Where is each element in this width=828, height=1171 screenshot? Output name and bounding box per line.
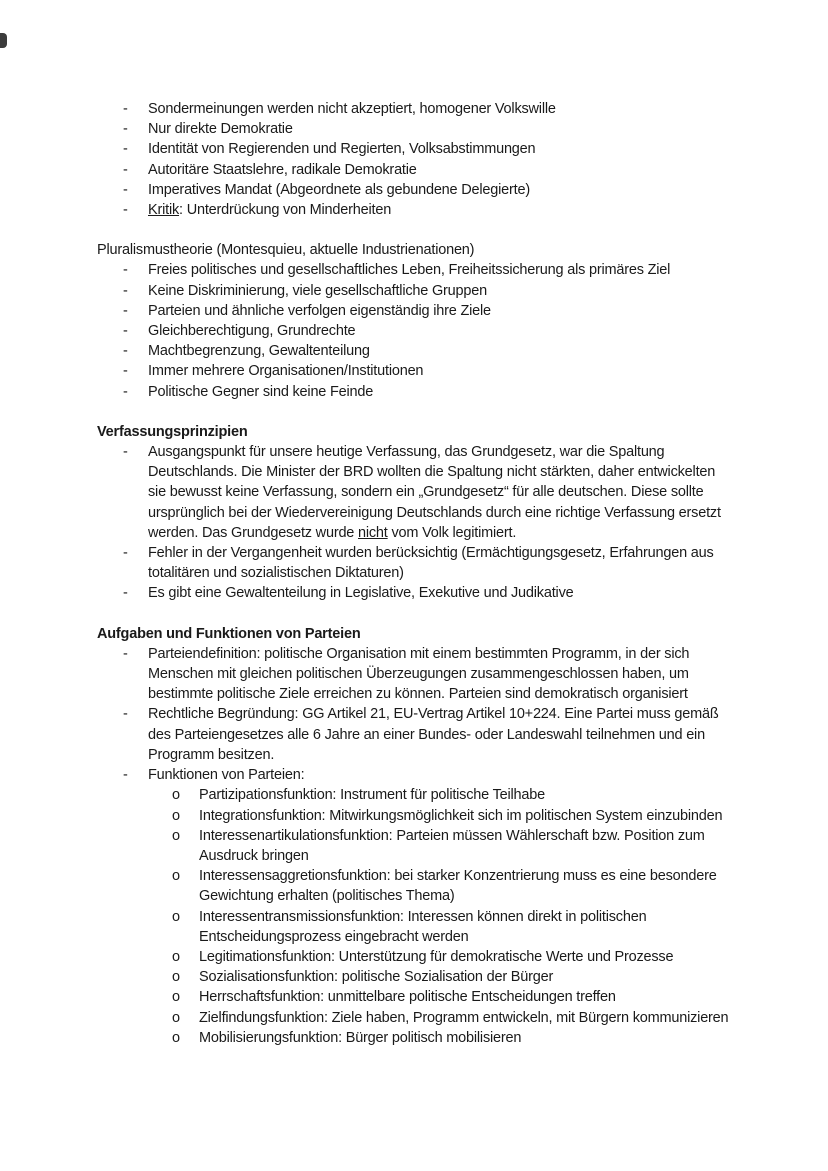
- list-item: [97, 382, 731, 402]
- list-item: [97, 583, 731, 603]
- list-item-text: Interessenartikulationsfunktion: Parteien müssen Wählerschaft bzw. Position zum Ausdruck bringen: [199, 827, 705, 864]
- circle-bullet: o: [172, 1009, 180, 1026]
- list-item-text: Parteiendefinition: politische Organisation mit einem bestimmten Programm, in der sich Menschen mit gleichen politischen Überzeugungen zusammengeschlossen haben, um bestimmte politische Ziele erreichen zu können. Parteien sind demokratisch organisiert: [148, 645, 690, 703]
- list-item-text: Ausgangspunkt für unsere heutige Verfassung, das Grundgesetz, war die Spaltung Deutschlands. Die Minister der BRD wollten die Spaltung nicht stärkten, daher entwickelten sie bewusst keine Verfassung, sondern ein „Grundgesetz“ für alle deutschen. Diese sollte ursprünglich bei der Wiedervereinigung Deutschlands durch eine richtige Verfassung ersetzt werden. Das Grundgesetz wurde nicht vom Volk legitimiert.: [148, 444, 721, 541]
- list-item: [97, 1008, 731, 1028]
- dash-bullet: -: [123, 706, 128, 723]
- circle-bullet: o: [172, 948, 180, 965]
- list-item-text: Mobilisierungsfunktion: Bürger politisch mobilisieren: [199, 1029, 522, 1046]
- list-item: [97, 160, 731, 180]
- list-item: [97, 543, 731, 583]
- list-item: [97, 341, 731, 361]
- list-item-text: Autoritäre Staatslehre, radikale Demokratie: [148, 161, 417, 178]
- list-item: [97, 987, 731, 1007]
- list-item: [97, 907, 731, 947]
- dash-bullet: -: [123, 645, 128, 662]
- list-item-text: Fehler in der Vergangenheit wurden berücksichtig (Ermächtigungsgesetz, Erfahrungen aus totalitären und sozialistischen Diktaturen): [148, 545, 714, 582]
- dash-bullet: -: [123, 343, 128, 360]
- list-item-text: Zielfindungsfunktion: Ziele haben, Programm entwickeln, mit Bürgern kommunizieren: [199, 1009, 729, 1026]
- list-item: [97, 947, 731, 967]
- list-item: [97, 866, 731, 906]
- circle-bullet: o: [172, 969, 180, 986]
- list-item: [97, 281, 731, 301]
- list-item: [97, 260, 731, 280]
- dash-bullet: -: [123, 302, 128, 319]
- dash-bullet: -: [123, 101, 128, 117]
- dash-bullet: -: [123, 363, 128, 380]
- list-item-text: Kritik: Unterdrückung von Minderheiten: [148, 202, 392, 219]
- list-item-text: Herrschaftsfunktion: unmittelbare politische Entscheidungen treffen: [199, 989, 616, 1006]
- list-item-text: Immer mehrere Organisationen/Institutionen: [148, 363, 424, 380]
- list-item: [97, 99, 731, 119]
- list-item-text: Funktionen von Parteien:: [148, 767, 305, 784]
- dash-bullet: -: [123, 262, 128, 279]
- list-item-text: Keine Diskriminierung, viele gesellschaftliche Gruppen: [148, 282, 487, 299]
- list-item: [97, 967, 731, 987]
- section-heading: Verfassungsprinzipien: [97, 423, 248, 440]
- list-item-text: Partizipationsfunktion: Instrument für politische Teilhabe: [199, 787, 545, 804]
- list-item-text: Gleichberechtigung, Grundrechte: [148, 323, 356, 340]
- list-item: [97, 644, 731, 705]
- list-item-text: Interessensaggretionsfunktion: bei starker Konzentrierung muss es eine besondere Gewichtung erhalten (politisches Thema): [199, 868, 717, 905]
- list-item: [97, 321, 731, 341]
- dash-bullet: -: [123, 282, 128, 299]
- section-heading: Aufgaben und Funktionen von Parteien: [97, 625, 361, 642]
- circle-bullet: o: [172, 908, 180, 925]
- list-item: [97, 301, 731, 321]
- dash-bullet: -: [123, 202, 128, 219]
- list-item-text: Sondermeinungen werden nicht akzeptiert, homogener Volkswille: [148, 101, 556, 117]
- dash-bullet: -: [123, 161, 128, 178]
- dash-bullet: -: [123, 141, 128, 158]
- list-item-text: Freies politisches und gesellschaftliches Leben, Freiheitssicherung als primäres Ziel: [148, 262, 671, 279]
- section-1: [97, 240, 731, 402]
- section-3: [97, 624, 731, 1048]
- section-2: [97, 422, 731, 604]
- list-item: [97, 806, 731, 826]
- scan-artifact: [0, 33, 7, 48]
- dash-bullet: -: [123, 585, 128, 602]
- list-item-text: Integrationsfunktion: Mitwirkungsmöglichkeit sich im politischen System einzubinden: [199, 807, 723, 824]
- list-item-text: Sozialisationsfunktion: politische Sozialisation der Bürger: [199, 969, 554, 986]
- circle-bullet: o: [172, 827, 180, 844]
- list-item: [97, 200, 731, 220]
- dash-bullet: -: [123, 767, 128, 784]
- list-item-text: Rechtliche Begründung: GG Artikel 21, EU-Vertrag Artikel 10+224. Eine Partei muss gemäß des Parteiengesetzes alle 6 Jahre an einer Bundes- oder Landeswahl teilnehmen und ein Programm besitzen.: [148, 706, 719, 763]
- list-item: [97, 765, 731, 785]
- circle-bullet: o: [172, 989, 180, 1006]
- list-item: [97, 1028, 731, 1048]
- list-item-text: Identität von Regierenden und Regierten, Volksabstimmungen: [148, 141, 536, 158]
- circle-bullet: o: [172, 1029, 180, 1046]
- circle-bullet: o: [172, 868, 180, 885]
- circle-bullet: o: [172, 787, 180, 804]
- list-item: [97, 785, 731, 805]
- list-item: [97, 826, 731, 866]
- list-item: [97, 119, 731, 139]
- list-item-text: Parteien und ähnliche verfolgen eigenständig ihre Ziele: [148, 302, 491, 319]
- list-item-text: Politische Gegner sind keine Feinde: [148, 383, 374, 400]
- document-content: [97, 99, 731, 1048]
- list-item: [97, 139, 731, 159]
- dash-bullet: -: [123, 444, 128, 461]
- section-heading: Pluralismustheorie (Montesquieu, aktuelle Industrienationen): [97, 242, 475, 259]
- dash-bullet: -: [123, 383, 128, 400]
- list-item: [97, 442, 731, 543]
- dash-bullet: -: [123, 181, 128, 198]
- list-item-text: Nur direkte Demokratie: [148, 121, 293, 138]
- circle-bullet: o: [172, 807, 180, 824]
- dash-bullet: -: [123, 545, 128, 562]
- list-item-text: Imperatives Mandat (Abgeordnete als gebundene Delegierte): [148, 181, 530, 198]
- dash-bullet: -: [123, 323, 128, 340]
- list-item-text: Machtbegrenzung, Gewaltenteilung: [148, 343, 370, 360]
- list-item: [97, 704, 731, 765]
- list-item-text: Interessentransmissionsfunktion: Interessen können direkt in politischen Entscheidungsprozess eingebracht werden: [199, 908, 647, 945]
- list-item-text: Legitimationsfunktion: Unterstützung für demokratische Werte und Prozesse: [199, 948, 674, 965]
- section-0: [97, 99, 731, 220]
- list-item: [97, 180, 731, 200]
- list-item: [97, 361, 731, 381]
- dash-bullet: -: [123, 121, 128, 138]
- list-item-text: Es gibt eine Gewaltenteilung in Legislative, Exekutive und Judikative: [148, 585, 574, 602]
